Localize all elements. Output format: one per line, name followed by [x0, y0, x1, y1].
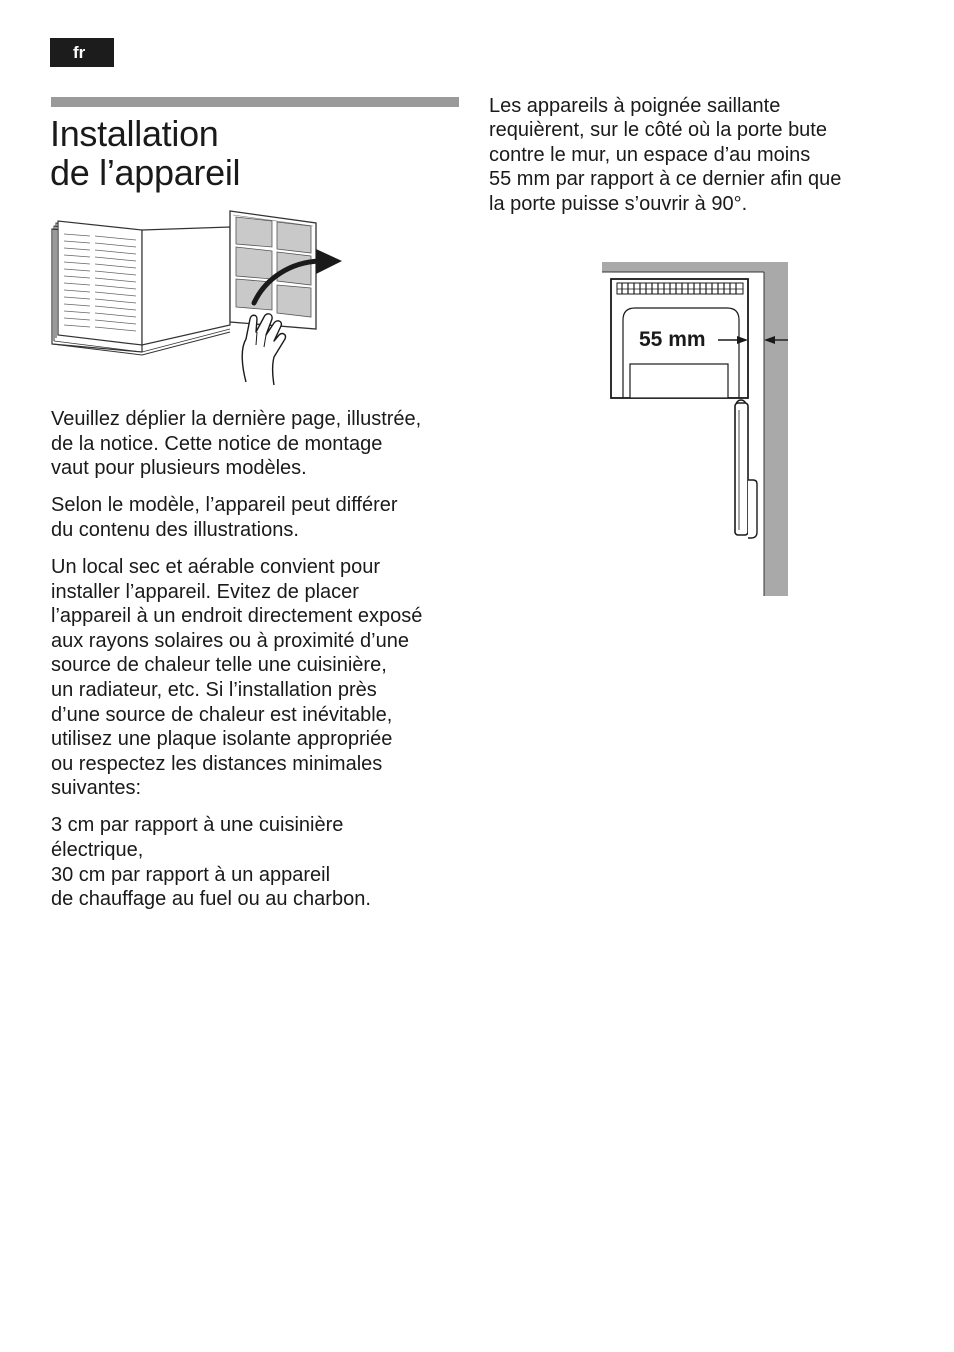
text-line: aux rayons solaires ou à proximité d’une: [51, 629, 409, 652]
text-line: Veuillez déplier la dernière page, illustrée,: [51, 408, 422, 430]
paragraph-unfold: [51, 407, 471, 481]
text-line: d’une source de chaleur est inévitable,: [51, 703, 393, 726]
text-line: source de chaleur telle une cuisinière,: [51, 654, 387, 677]
text-line: un radiateur, etc. Si l’installation près: [51, 678, 377, 701]
text-line: requièrent, sur le côté où la porte bute: [489, 119, 827, 142]
page-title: [50, 114, 240, 192]
paragraph-model-differences: [51, 493, 471, 542]
section-rule: [51, 97, 459, 107]
page-title-line-1: Installation: [50, 113, 219, 154]
dimension-label: 55 mm: [639, 328, 706, 351]
text-line: suivantes:: [51, 777, 142, 800]
paragraph-location: [51, 555, 471, 801]
text-line: ou respectez les distances minimales: [51, 752, 383, 775]
text-line: 30 cm par rapport à un appareil: [51, 863, 331, 886]
text-line: contre le mur, un espace d’au moins: [489, 143, 811, 166]
page-title-line-2: de l’appareil: [50, 152, 241, 193]
right-column-body: [489, 94, 899, 216]
text-line: 55 mm par rapport à ce dernier afin que: [489, 168, 842, 191]
text-line: la porte puisse s’ouvrir à 90°.: [489, 192, 748, 215]
left-column-body: [51, 407, 471, 924]
paragraph-minimum-distances: [51, 813, 471, 911]
text-line: électrique,: [51, 839, 144, 861]
language-badge: fr: [50, 38, 114, 67]
paragraph-door-clearance: [489, 94, 899, 216]
text-line: de chauffage au fuel ou au charbon.: [51, 888, 371, 911]
text-line: Selon le modèle, l’appareil peut différer: [51, 494, 398, 517]
text-line: 3 cm par rapport à une cuisinière: [51, 814, 344, 837]
text-line: Un local sec et aérable convient pour: [51, 555, 381, 578]
door-clearance-diagram: [602, 262, 792, 598]
text-line: installer l’appareil. Evitez de placer: [51, 580, 359, 603]
unfold-manual-illustration: [50, 207, 350, 392]
text-line: du contenu des illustrations.: [51, 518, 299, 541]
text-line: l’appareil à un endroit directement exposé: [51, 605, 423, 628]
text-line: de la notice. Cette notice de montage: [51, 432, 383, 455]
text-line: utilisez une plaque isolante appropriée: [51, 728, 393, 751]
text-line: vaut pour plusieurs modèles.: [51, 457, 307, 480]
appliance-door: [735, 403, 748, 535]
text-line: Les appareils à poignée saillante: [489, 95, 781, 117]
